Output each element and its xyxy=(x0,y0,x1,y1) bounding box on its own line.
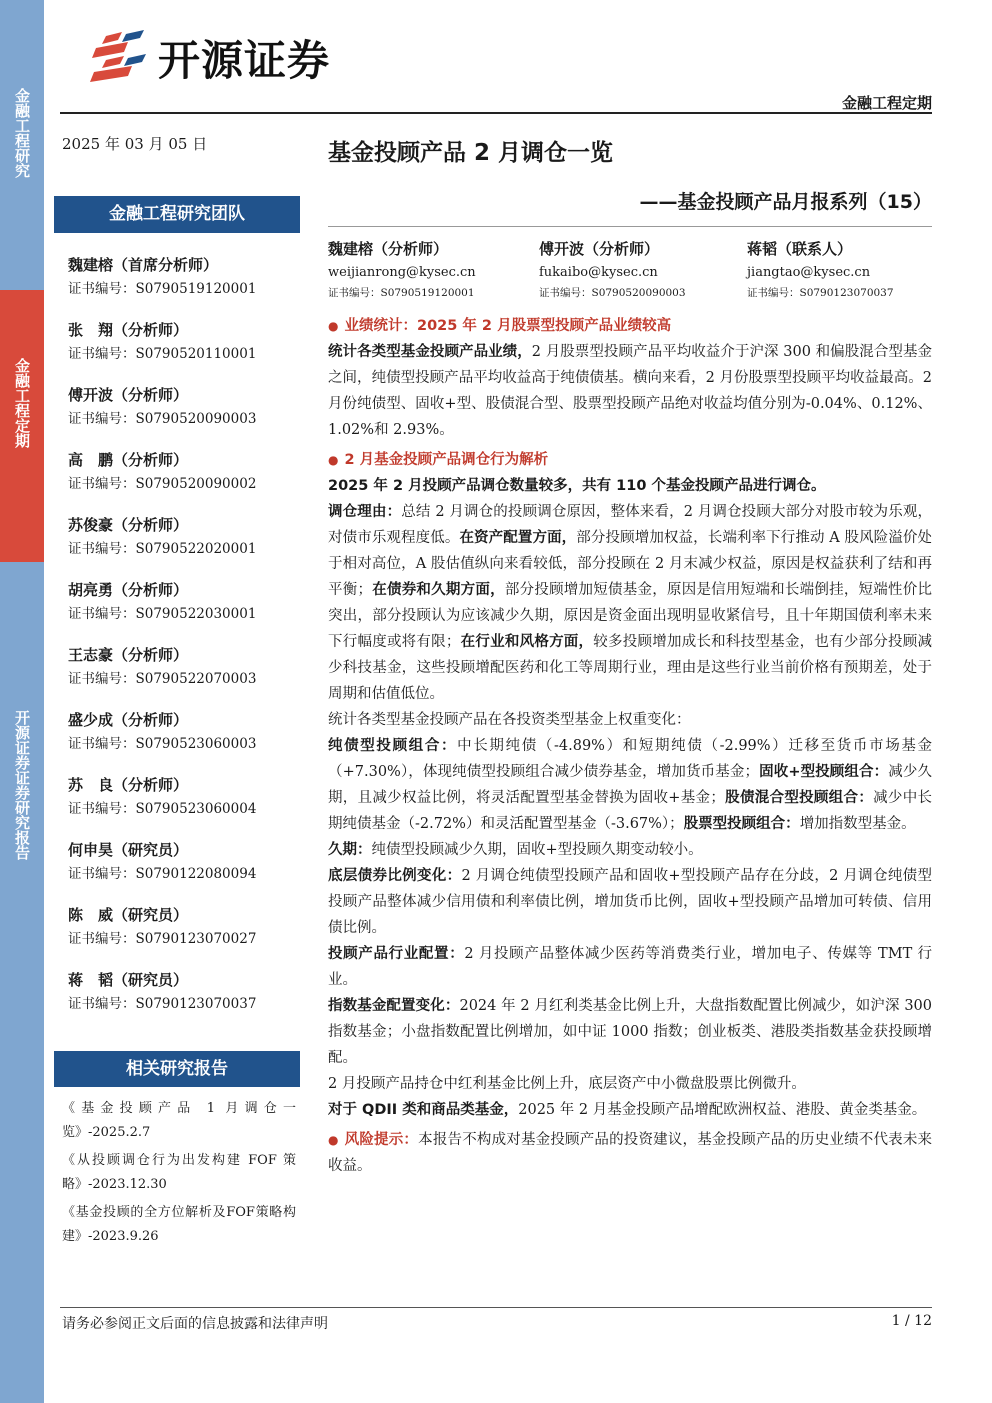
bold-lead: 投顾产品行业配置： xyxy=(328,946,465,962)
author-email[interactable]: jiangtao@kysec.cn xyxy=(747,265,871,280)
page-number: 1 / 12 xyxy=(891,1313,932,1329)
analyst-cert: 证书编号：S0790520090002 xyxy=(68,476,257,492)
analyst-name: 何申昊（研究员） xyxy=(68,841,189,859)
section-heading-performance xyxy=(328,313,932,339)
report-body xyxy=(328,313,932,1179)
analyst-item xyxy=(68,642,300,707)
risk-label: 风险提示： xyxy=(344,1132,419,1148)
related-reports-list xyxy=(62,1097,296,1253)
risk-text: 本报告不构成对基金投顾产品的投资建议，基金投顾产品的历史业绩不代表未来收益。 xyxy=(328,1132,933,1174)
brand-logo xyxy=(88,28,330,88)
bold-lead: 在行业和风格方面， xyxy=(460,634,594,650)
analyst-cert: 证书编号：S0790522070003 xyxy=(68,671,257,687)
paragraph xyxy=(328,733,932,837)
analyst-item xyxy=(68,512,300,577)
report-category: 金融工程定期 xyxy=(841,94,932,112)
author-cert: 证书编号：S0790519120001 xyxy=(328,287,475,299)
paragraph-text: 2025 年 2 月基金投顾产品增配欧洲权益、港股、黄金类基金。 xyxy=(518,1102,927,1118)
paragraph xyxy=(328,499,932,707)
analyst-cert: 证书编号：S0790123070037 xyxy=(68,996,257,1012)
paragraph-text: 增加指数型基金。 xyxy=(799,816,916,832)
analyst-cert: 证书编号：S0790520110001 xyxy=(68,346,257,362)
related-report-link[interactable]: 《基金投顾产品 1 月调仓一览》-2025.2.7 xyxy=(62,1101,296,1140)
header-divider xyxy=(60,112,932,114)
author-cert: 证书编号：S0790520090003 xyxy=(539,287,686,299)
side-stripe-bottom-text: 开源证券证券研究报告 xyxy=(13,710,31,860)
analyst-item xyxy=(68,967,300,1032)
side-stripe-middle xyxy=(0,290,44,562)
analyst-item xyxy=(68,707,300,772)
analyst-item xyxy=(68,577,300,642)
bold-lead: 在债券和久期方面， xyxy=(371,582,505,598)
analyst-item xyxy=(68,837,300,902)
analyst-item xyxy=(68,772,300,837)
side-stripe-top-text: 金融工程研究 xyxy=(13,88,31,178)
risk-warning xyxy=(328,1127,932,1179)
report-subtitle: ——基金投顾产品月报系列（15） xyxy=(639,191,932,213)
analyst-item xyxy=(68,252,300,317)
analyst-item xyxy=(68,902,300,967)
paragraph-text: 2024 年 2 月红利类基金比例上升，大盘指数配置比例减少，如沪深 300 指数基金；小盘指数配置比例增加，如中证 1000 指数；创业板类、港股类指数基金获投顾增配。 xyxy=(328,998,932,1066)
analyst-item xyxy=(68,317,300,382)
paragraph xyxy=(328,473,932,499)
analyst-name: 王志豪（分析师） xyxy=(68,646,189,664)
bold-lead: 调仓理由： xyxy=(328,504,402,520)
team-title: 金融工程研究团队 xyxy=(54,196,300,233)
related-report-link[interactable]: 《从投顾调仓行为出发构建 FOF 策略》-2023.12.30 xyxy=(62,1153,296,1192)
paragraph-text: 减少中长期纯债基金（-2.72%）和灵活配置型基金（-3.67%）； xyxy=(328,790,933,832)
author-item xyxy=(328,236,528,302)
bullet-icon: ● xyxy=(328,453,339,467)
author-item xyxy=(747,236,947,302)
bold-lead: 指数基金配置变化： xyxy=(328,998,460,1014)
brand-name: 开源证券 xyxy=(158,36,331,85)
paragraph: 2 月投顾产品持仓中红利基金比例上升，底层资产中小微盘股票比例微升。 xyxy=(328,1076,806,1092)
analyst-name: 蒋 韬（研究员） xyxy=(68,971,189,989)
bullet-icon: ● xyxy=(328,1133,339,1147)
paragraph xyxy=(328,1097,932,1123)
bullet-icon: ● xyxy=(328,319,339,333)
analyst-name: 苏俊豪（分析师） xyxy=(68,516,189,534)
analyst-cert: 证书编号：S0790523060004 xyxy=(68,801,257,817)
report-date: 2025 年 03 月 05 日 xyxy=(62,135,208,153)
brand-mark-icon xyxy=(88,30,148,86)
bold-lead: 在资产配置方面， xyxy=(459,530,577,546)
paragraph-text: 减少久期，且减少权益比例，将灵活配置型基金替换为固收+基金； xyxy=(328,764,933,806)
footer-divider xyxy=(60,1307,932,1308)
paragraph xyxy=(328,837,932,863)
bold-lead: 2025 年 2 月投顾产品调仓数量较多，共有 110 个基金投顾产品进行调仓。 xyxy=(328,478,826,494)
paragraph-text: 纯债型投顾减少久期，固收+型投顾久期变动较小。 xyxy=(371,842,703,858)
analyst-name: 陈 威（研究员） xyxy=(68,906,189,924)
author-name: 蒋韬（联系人） xyxy=(747,240,853,258)
report-title: 基金投顾产品 2 月调仓一览 xyxy=(328,140,614,166)
paragraph-text: 2 月调仓纯债型投顾产品和固收+型投顾产品存在分歧，2 月调仓纯债型投顾产品整体减少信用债和利率债比例，增加货币比例，固收+型投顾产品增加可转债、信用债比例。 xyxy=(328,868,932,936)
analyst-item xyxy=(68,382,300,447)
paragraph: 统计各类型基金投顾产品在各投资类型基金上权重变化： xyxy=(328,712,691,728)
paragraph-text: 2 月股票型投顾产品平均收益介于沪深 300 和偏股混合型基金之间，纯债型投顾产品平均收益高于纯债债基。横向来看，2 月份股票型投顾平均收益最高。2 月份纯债型、固收+型、股债混合型、股票型投顾产品绝对收益均值分别为-0.04%、0.12%、1.02%和 2.93%。 xyxy=(328,344,932,438)
paragraph xyxy=(328,863,932,941)
paragraph xyxy=(328,339,932,443)
related-report-link[interactable]: 《基金投顾的全方位解析及FOF策略构建》-2023.9.26 xyxy=(62,1205,296,1244)
author-block xyxy=(328,236,932,302)
analyst-cert: 证书编号：S0790522030001 xyxy=(68,606,257,622)
side-stripe-middle-text: 金融工程定期 xyxy=(13,358,31,448)
footer-disclaimer: 请务必参阅正文后面的信息披露和法律声明 xyxy=(62,1316,328,1332)
analyst-cert: 证书编号：S0790523060003 xyxy=(68,736,257,752)
section-heading-text: 2 月基金投顾产品调仓行为解析 xyxy=(344,452,549,468)
bold-lead: 久期： xyxy=(328,842,372,858)
analyst-cert: 证书编号：S0790122080094 xyxy=(68,866,257,882)
analyst-cert: 证书编号：S0790519120001 xyxy=(68,281,257,297)
bold-lead: 固收+型投顾组合： xyxy=(758,764,889,780)
author-email[interactable]: weijianrong@kysec.cn xyxy=(328,265,476,280)
section-heading-rebalance xyxy=(328,447,932,473)
paragraph-text: 较多投顾增加成长和科技型基金，也有少部分投顾减少科技基金，这些投顾增配医药和化工等周期行业，理由是这些行业当前价格有预期差，处于周期和估值低位。 xyxy=(328,634,933,702)
author-cert: 证书编号：S0790123070037 xyxy=(747,287,894,299)
bold-lead: 底层债券比例变化： xyxy=(328,868,462,884)
analyst-item xyxy=(68,447,300,512)
analyst-list xyxy=(68,252,300,1032)
bold-lead: 股债混合型投顾组合： xyxy=(724,790,874,806)
side-stripe-bottom xyxy=(0,562,44,1403)
author-item xyxy=(539,236,739,302)
paragraph xyxy=(328,941,932,993)
analyst-name: 高 鹏（分析师） xyxy=(68,451,189,469)
paragraph-text: 2 月投顾产品整体减少医药等消费类行业，增加电子、传媒等 TMT 行业。 xyxy=(328,946,933,988)
analyst-name: 魏建榕（首席分析师） xyxy=(68,256,219,274)
paragraph-text: 部分投顾增加短债基金，原因是信用短端和长端倒挂，短端性价比突出，部分投顾认为应该减少久期，原因是资金面出现明显收紧信号，且十年期国债利率未来下行幅度或将有限； xyxy=(328,582,933,650)
title-divider xyxy=(328,226,932,227)
analyst-name: 傅开波（分析师） xyxy=(68,386,189,404)
section-heading-text: 业绩统计：2025 年 2 月股票型投顾产品业绩较高 xyxy=(344,318,672,334)
paragraph xyxy=(328,993,932,1071)
analyst-cert: 证书编号：S0790520090003 xyxy=(68,411,257,427)
author-name: 傅开波（分析师） xyxy=(539,240,660,258)
author-email[interactable]: fukaibo@kysec.cn xyxy=(539,265,658,280)
analyst-name: 张 翔（分析师） xyxy=(68,321,189,339)
analyst-name: 胡亮勇（分析师） xyxy=(68,581,189,599)
paragraph-text: 部分投顾增加权益，长端利率下行推动 A 股风险溢价处于相对高位，A 股估值纵向来看较低，部分投顾在 2 月末减少权益，原因是权益获利了结和再平衡； xyxy=(328,530,932,598)
paragraph-text: 中长期纯债（-4.89%）和短期纯债（-2.99%）迁移至货币市场基金（+7.30%），体现纯债型投顾组合减少债券基金，增加货币基金； xyxy=(328,738,932,780)
analyst-cert: 证书编号：S0790123070027 xyxy=(68,931,257,947)
bold-lead: 股票型投顾组合： xyxy=(683,816,800,832)
author-name: 魏建榕（分析师） xyxy=(328,240,449,258)
bold-lead: 对于 QDII 类和商品类基金， xyxy=(328,1102,519,1118)
analyst-name: 苏 良（分析师） xyxy=(68,776,189,794)
bold-lead: 纯债型投顾组合： xyxy=(328,738,458,754)
analyst-name: 盛少成（分析师） xyxy=(68,711,189,729)
paragraph-text: 总结 2 月调仓的投顾调仓原因，整体来看，2 月调仓投顾大部分对股市较为乐观，对债市乐观程度低。 xyxy=(328,504,933,546)
related-reports-title: 相关研究报告 xyxy=(54,1051,300,1087)
side-stripe-top xyxy=(0,0,44,290)
analyst-cert: 证书编号：S0790522020001 xyxy=(68,541,257,557)
bold-lead: 统计各类型基金投顾产品业绩， xyxy=(328,344,532,360)
